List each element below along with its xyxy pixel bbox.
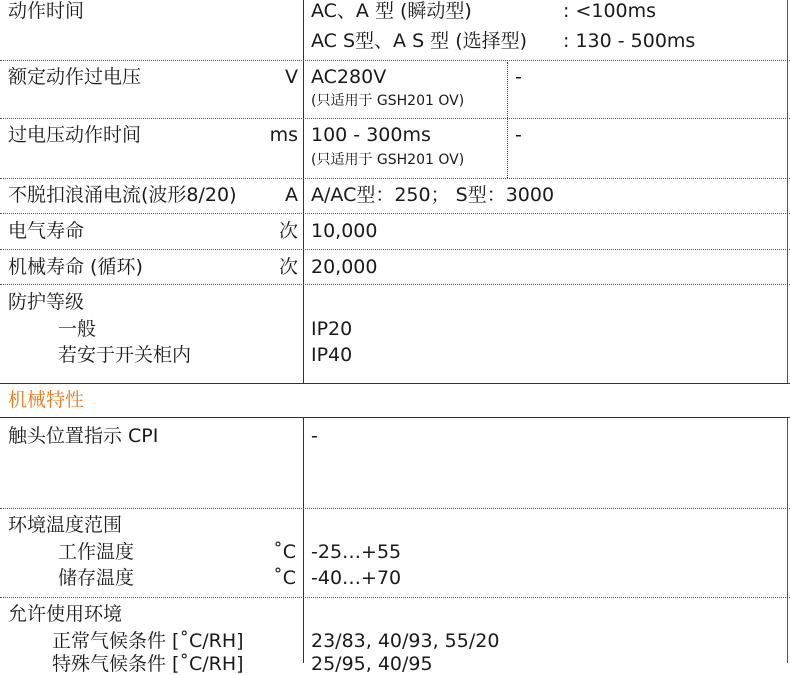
normal-climate-label: 正常气候条件 [˚C/RH] <box>52 630 244 652</box>
column-divider <box>303 0 304 383</box>
protection-cabinet-value: IP40 <box>311 344 353 366</box>
action-time-type-selective: AC S型、A S 型 (选择型) <box>311 30 528 52</box>
working-temp-label: 工作温度 <box>58 541 135 563</box>
section-heading-mechanical: 机械特性 <box>8 389 85 411</box>
overvoltage-time-label: 过电压动作时间 <box>8 124 142 146</box>
subcolumn-divider <box>507 62 508 178</box>
special-climate-value: 25/95, 40/95 <box>311 653 433 675</box>
mechanical-life-unit: 次 <box>278 256 298 278</box>
working-temp-unit: ˚C <box>273 541 296 563</box>
storage-temp-label: 储存温度 <box>58 567 135 589</box>
normal-climate-value: 23/83, 40/93, 55/20 <box>311 630 500 652</box>
overvoltage-time-note: (只适用于 GSH201 OV) <box>311 152 465 168</box>
electrical-life-value: 10,000 <box>311 220 378 242</box>
rated-overvoltage-note: (只适用于 GSH201 OV) <box>311 93 465 109</box>
protection-label: 防护等级 <box>8 291 85 313</box>
mechanical-life-label: 机械寿命 (循环) <box>8 256 143 278</box>
protection-general-value: IP20 <box>311 318 353 340</box>
row-divider <box>0 60 790 61</box>
storage-temp-value: -40…+70 <box>311 567 402 589</box>
row-divider <box>0 508 790 509</box>
electrical-life-label: 电气寿命 <box>8 220 85 242</box>
electrical-life-unit: 次 <box>278 220 298 242</box>
rated-overvoltage-label: 额定动作过电压 <box>8 66 142 88</box>
rated-overvoltage-right: - <box>515 66 522 88</box>
row-divider <box>0 178 790 179</box>
row-divider <box>0 249 790 250</box>
row-divider <box>0 284 790 285</box>
action-time-label: 动作时间 <box>8 0 85 22</box>
storage-temp-unit: ˚C <box>273 567 296 589</box>
rated-overvoltage-unit: V <box>285 66 298 88</box>
row-divider <box>0 597 790 598</box>
section-divider <box>0 417 790 418</box>
right-border-mech <box>787 417 788 663</box>
rated-overvoltage-value: AC280V <box>311 66 387 88</box>
right-border <box>787 0 788 383</box>
working-temp-value: -25…+55 <box>311 541 402 563</box>
surge-current-unit: A <box>285 184 298 206</box>
surge-current-label: 不脱扣浪涌电流(波形8/20) <box>8 184 237 206</box>
protection-cabinet-label: 若安于开关柜内 <box>58 344 192 366</box>
row-divider <box>0 213 790 214</box>
contact-indicator-value: - <box>311 425 318 447</box>
contact-indicator-label: 触头位置指示 CPI <box>8 425 159 447</box>
surge-current-value: A/AC型：250； S型：3000 <box>311 184 555 206</box>
mechanical-life-value: 20,000 <box>311 256 378 278</box>
action-time-type-instant: AC、A 型 (瞬动型) <box>311 0 472 22</box>
protection-general-label: 一般 <box>58 318 97 340</box>
action-time-value-instant: : <100ms <box>563 0 657 22</box>
special-climate-label: 特殊气候条件 [˚C/RH] <box>52 653 244 675</box>
ambient-temp-label: 环境温度范围 <box>8 514 123 536</box>
overvoltage-time-value: 100 - 300ms <box>311 124 431 146</box>
environment-label: 允许使用环境 <box>8 603 123 625</box>
row-divider <box>0 118 790 119</box>
overvoltage-time-unit: ms <box>269 124 298 146</box>
overvoltage-time-right: - <box>515 124 522 146</box>
section-divider <box>0 383 790 384</box>
action-time-value-selective: : 130 - 500ms <box>563 30 696 52</box>
column-divider-mech <box>303 417 304 663</box>
